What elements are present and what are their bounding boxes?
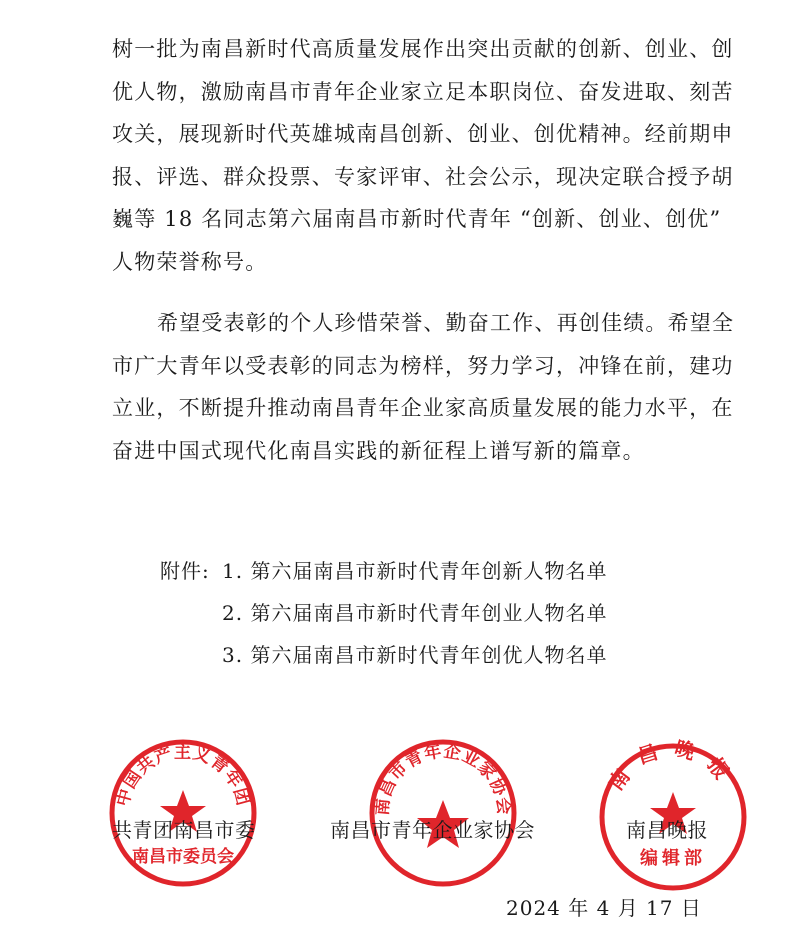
attachment-item: 3. 第六届南昌市新时代青年创优人物名单 (222, 643, 608, 667)
text-line: 报、评选、群众投票、专家评审、社会公示，现决定联合授予胡 (112, 164, 734, 189)
seal-arc-text: 南昌晚报 (603, 735, 743, 795)
attachment-item (160, 550, 720, 592)
signature-org-entrepreneurs-association: 南昌市青年企业家协会 (330, 818, 535, 842)
signature-org-youth-league: 共青团南昌市委 (112, 818, 256, 842)
seal-bottom-text: 编辑部 (640, 848, 706, 869)
text-line: 奋进中国式现代化南昌实践的新征程上谱写新的篇章。 (112, 438, 645, 463)
text-line: 人物荣誉称号。 (112, 249, 268, 274)
attachment-list (160, 550, 720, 676)
text-line: 立业，不断提升推动南昌青年企业家高质量发展的能力水平，在 (112, 396, 734, 420)
paragraph-hope (112, 302, 735, 472)
attachment-item-text: 1. 第六届南昌市新时代青年创新人物名单 (222, 559, 608, 583)
paragraph-commendation (112, 28, 734, 283)
seal-arc-text: 中国共产主义青年团 (113, 742, 253, 809)
official-seal-youth-league (108, 738, 258, 888)
official-seal-entrepreneurs-association (368, 738, 518, 888)
attachment-label: 附件: (160, 559, 210, 583)
text-line: 市广大青年以受表彰的同志为榜样，努力学习，冲锋在前，建功 (112, 353, 734, 378)
text-line: 巍等 18 名同志第六届南昌市新时代青年 “创新、创业、创优” (112, 207, 722, 231)
text-line: 树一批为南昌新时代高质量发展作出突出贡献的创新、创业、创 (112, 37, 734, 61)
seal-arc-text: 南昌市青年企业家协会 (372, 741, 514, 817)
attachment-item: 2. 第六届南昌市新时代青年创业人物名单 (222, 601, 608, 625)
text-line: 优人物，激励南昌市青年企业家立足本职岗位、奋发进取、刻苦 (112, 79, 734, 104)
seal-bottom-text: 南昌市委员会 (132, 847, 234, 867)
text-line: 希望受表彰的个人珍惜荣誉、勤奋工作、再创佳绩。希望全 (157, 311, 735, 335)
text-line: 攻关，展现新时代英雄城南昌创新、创业、创优精神。经前期申 (112, 122, 734, 146)
document-date: 2024 年 4 月 17 日 (506, 896, 702, 920)
signature-org-evening-news: 南昌晚报 (626, 818, 708, 842)
